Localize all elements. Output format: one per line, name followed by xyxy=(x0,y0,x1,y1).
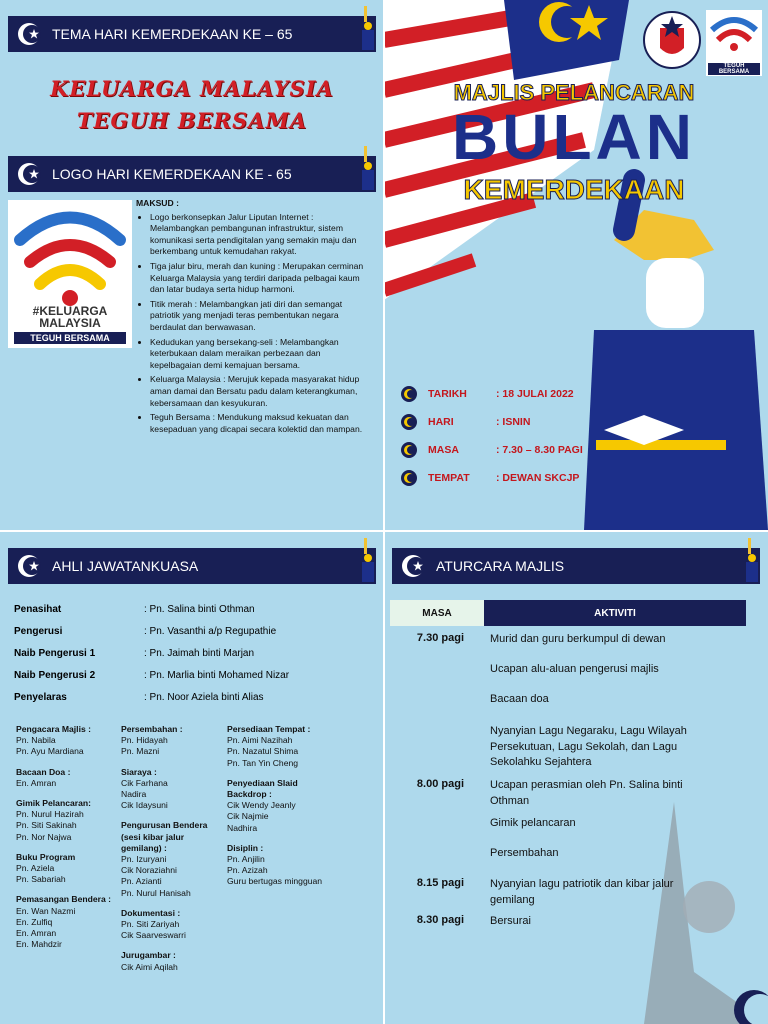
ajk-member: Cik Wendy Jeanly xyxy=(227,800,296,811)
ajk-member: En. Amran xyxy=(16,777,57,788)
crescent-star-icon xyxy=(400,553,426,579)
ajk-member: Pn. Aziela xyxy=(16,863,55,874)
maksud-list xyxy=(136,212,368,436)
ajk-group-title: Jurugambar : xyxy=(121,950,176,961)
aturcara-header xyxy=(392,548,760,584)
maksud-item: • Kedudukan yang bersekang-seli : Melambangkan keterbukaan dalam meraikan perbezaan dan kepelbagaian demi kemajuan bersama. xyxy=(150,337,368,372)
tema-header xyxy=(8,16,376,52)
aturcara-activity: Gimik pelancaran xyxy=(490,817,576,829)
ajk-member: Pn. Sabariah xyxy=(16,874,66,885)
ajk-group xyxy=(121,908,213,942)
ajk-group xyxy=(16,767,116,789)
crescent-star-icon xyxy=(16,161,42,187)
aturcara-col-masa: MASA xyxy=(390,600,484,626)
ajk-group xyxy=(121,820,213,898)
ajk-group xyxy=(121,724,213,758)
ajk-group-title: Persediaan Tempat : xyxy=(227,724,311,734)
info-row-masa xyxy=(400,440,583,460)
maksud-item: • Keluarga Malaysia : Merujuk kepada masyarakat hidup aman damai dan Bersatu padu dalam keterangkuman, kebersamaan dan kesyukuran. xyxy=(150,374,368,409)
ajk-member: Pn. Anjilin xyxy=(227,854,265,865)
ajk-group-title: Pemasangan Bendera : xyxy=(16,894,112,905)
ajk-member: Pn. Izuryani xyxy=(121,854,167,865)
ajk-member: Pn. Hidayah xyxy=(121,735,168,746)
saluting-figure-icon xyxy=(356,6,378,52)
info-value: : ISNIN xyxy=(496,416,531,428)
ajk-member: Nadira xyxy=(121,789,147,800)
poster-line-3: KEMERDEKAAN xyxy=(463,174,685,205)
ajk-role: Penasihat xyxy=(14,604,62,615)
ajk-name: : Pn. Marlia binti Mohamed Nizar xyxy=(144,670,290,681)
ajk-member: Pn. Azizah xyxy=(227,865,268,876)
logo-header xyxy=(8,156,376,192)
logo-header-title: LOGO HARI KEMERDEKAAN KE - 65 xyxy=(52,166,292,182)
ajk-member: Cik Aimi Aqilah xyxy=(121,961,178,972)
info-row-tarikh xyxy=(400,384,574,404)
ajk-header xyxy=(8,548,376,584)
maksud-title: MAKSUD : xyxy=(136,198,179,208)
saluting-figure-icon xyxy=(356,146,378,192)
aturcara-activity: Persembahan xyxy=(490,847,559,859)
slogan-line-1: KELUARGA MALAYSIA xyxy=(50,76,334,101)
logo-tagline: TEGUH BERSAMA xyxy=(14,332,126,344)
badge-tagline: TEGUH BERSAMA xyxy=(708,63,760,75)
ajk-name: : Pn. Jaimah binti Marjan xyxy=(144,648,255,659)
ajk-column-1 xyxy=(16,724,116,959)
aturcara-activity: Murid dan guru berkumpul di dewan xyxy=(490,633,666,645)
aturcara-header-title: ATURCARA MAJLIS xyxy=(436,558,565,574)
ajk-member: Pn. Siti Zariyah xyxy=(121,919,180,930)
ajk-role: Naib Pengerusi 1 xyxy=(14,648,96,659)
aturcara-time: 8.00 pagi xyxy=(416,778,464,790)
ajk-member: Pn. Siti Sakinah xyxy=(16,820,77,831)
ajk-member: Pn. Nurul Hazirah xyxy=(16,809,84,820)
ajk-group-title: Pengurusan Bendera (sesi kibar jalur gemilang) : xyxy=(121,820,208,853)
saluting-figure-icon xyxy=(740,538,762,584)
school-crest-icon xyxy=(642,10,702,70)
ajk-member: En. Amran xyxy=(16,928,57,939)
ajk-member: Pn. Nazatul Shima xyxy=(227,746,299,757)
ajk-member: Pn. Nor Najwa xyxy=(16,831,72,842)
ajk-group xyxy=(227,724,327,769)
ajk-member: Cik Saarveswarri xyxy=(121,930,186,941)
maksud-item: • Tiga jalur biru, merah dan kuning : Merupakan cerminan Keluarga Malaysia yang terdiri daripada pelbagai kaum dan latar budaya serta hidup harmoni. xyxy=(150,261,368,296)
ajk-member: En. Zulfiq xyxy=(16,916,53,927)
ajk-name: : Pn. Noor Aziela binti Alias xyxy=(144,692,264,703)
ajk-member: Cik Farhana xyxy=(121,777,168,788)
aturcara-activity: Nyanyian Lagu Negaraku, Lagu Wilayah Persekutuan, Lagu Sekolah, dan Lagu Sekolahku Sejahtera xyxy=(490,725,687,768)
aturcara-activity: Bersurai xyxy=(490,915,531,927)
ajk-member: Pn. Mazni xyxy=(121,746,160,757)
info-value: : 7.30 – 8.30 PAGI xyxy=(496,444,583,456)
info-value: : 18 JULAI 2022 xyxy=(496,388,574,400)
ajk-member: Cik Najmie xyxy=(227,811,269,822)
aturcara-activity: Ucapan perasmian oleh Pn. Salina binti Othman xyxy=(490,779,683,807)
info-value: : DEWAN SKCJP xyxy=(496,472,580,484)
ajk-member: Cik Idaysuni xyxy=(121,800,168,811)
info-label: TEMPAT xyxy=(428,472,470,484)
aturcara-time: 8.15 pagi xyxy=(416,877,464,889)
ajk-group-title: Disiplin : xyxy=(227,842,264,853)
ajk-group xyxy=(16,894,116,950)
aturcara-time: 7.30 pagi xyxy=(416,632,464,644)
ajk-member: Pn. Aimi Nazihah xyxy=(227,735,293,746)
info-label: HARI xyxy=(428,416,454,428)
ajk-group-title: Siaraya : xyxy=(121,766,157,777)
aturcara-time: 8.30 pagi xyxy=(416,914,464,926)
ajk-member: Guru bertugas mingguan xyxy=(227,876,323,887)
crescent-bullet-icon xyxy=(400,441,418,459)
ajk-column-3 xyxy=(227,724,327,897)
crescent-bullet-icon xyxy=(400,469,418,487)
ajk-role: Naib Pengerusi 2 xyxy=(14,670,96,681)
slogan-line-2: TEGUH BERSAMA xyxy=(76,108,308,133)
logo-name: MALAYSIA xyxy=(39,316,101,330)
info-row-tempat xyxy=(400,468,579,488)
maksud-section xyxy=(136,198,368,438)
ajk-member: Nadhira xyxy=(227,822,258,833)
ajk-member: En. Mahdzir xyxy=(16,939,62,950)
ajk-group xyxy=(121,767,213,812)
ajk-member: En. Wan Nazmi xyxy=(16,905,76,916)
ajk-role: Penyelaras xyxy=(14,692,67,703)
ajk-header-title: AHLI JAWATANKUASA xyxy=(52,558,199,574)
aturcara-activity: Bacaan doa xyxy=(490,693,549,705)
ajk-group-title: Persembahan : xyxy=(121,724,183,734)
ajk-group-title: Penyediaan Slaid Backdrop : xyxy=(227,777,298,800)
ajk-group xyxy=(16,798,116,843)
crescent-star-icon xyxy=(16,21,42,47)
ajk-role: Pengerusi xyxy=(14,626,63,637)
keluarga-malaysia-badge xyxy=(706,10,762,76)
keluarga-malaysia-logo xyxy=(8,200,132,348)
ajk-column-2 xyxy=(121,724,213,982)
tema-panel xyxy=(0,0,384,530)
crescent-bullet-icon xyxy=(400,385,418,403)
tema-header-title: TEMA HARI KEMERDEKAAN KE – 65 xyxy=(52,26,293,42)
aturcara-col-aktiviti: AKTIVITI xyxy=(484,600,746,626)
ajk-member: Pn. Nabila xyxy=(16,735,56,746)
ajk-group xyxy=(16,852,116,886)
ajk-group-title: Bacaan Doa : xyxy=(16,766,71,777)
aturcara-activity: Nyanyian lagu patriotik dan kibar jalur gemilang xyxy=(490,878,674,906)
poster-line-2: BULAN xyxy=(452,101,696,173)
ajk-member: Pn. Nurul Hanisah xyxy=(121,887,191,898)
aturcara-activity: Ucapan alu-aluan pengerusi majlis xyxy=(490,663,659,675)
badge-wifi-graphic xyxy=(706,10,762,54)
info-label: TARIKH xyxy=(428,388,467,400)
saluting-figure-icon xyxy=(356,538,378,584)
ajk-name: : Pn. Vasanthi a/p Regupathie xyxy=(144,626,277,637)
ajk-group-title: Buku Program xyxy=(16,851,76,862)
ajk-member: Pn. Ayu Mardiana xyxy=(16,746,84,757)
panel-divider-vertical xyxy=(383,0,385,1024)
ajk-member: Pn. Azianti xyxy=(121,876,162,887)
ajk-member: Cik Noraziahni xyxy=(121,865,177,876)
logo-hashtag: #KELUARGA xyxy=(32,304,108,318)
maksud-item: • Logo berkonsepkan Jalur Liputan Internet : Melambangkan pembangunan infrastruktur, sistem komunikasi serta pendigitalan yang semakin maju dan berkembang untuk kemudahan rakyat. xyxy=(150,212,368,258)
maksud-item: • Titik merah : Melambangkan jati diri dan semangat patriotik yang menjadi teras pembentukan negara berdaulat dan berwawasan. xyxy=(150,299,368,334)
info-row-hari xyxy=(400,412,530,432)
maksud-item: • Teguh Bersama : Mendukung maksud kekuatan dan kesepaduan yang dicapai secara kolektid dan mampan. xyxy=(150,412,368,435)
ajk-group xyxy=(227,778,327,834)
ajk-group xyxy=(121,950,213,972)
ajk-member: Pn. Tan Yin Cheng xyxy=(227,757,299,768)
ajk-group xyxy=(227,843,327,888)
ajk-name: : Pn. Salina binti Othman xyxy=(144,604,255,615)
ajk-panel xyxy=(0,532,384,1024)
ajk-group xyxy=(16,724,116,758)
ajk-group-title: Pengacara Majlis : xyxy=(16,724,91,734)
ajk-group-title: Dokumentasi : xyxy=(121,907,181,918)
ajk-group-title: Gimik Pelancaran: xyxy=(16,798,91,809)
info-label: MASA xyxy=(428,444,459,456)
poster-line-1: MAJLIS PELANCARAN xyxy=(453,80,695,105)
crescent-bullet-icon xyxy=(400,413,418,431)
panel-divider-horizontal xyxy=(0,530,768,532)
crescent-star-icon xyxy=(16,553,42,579)
